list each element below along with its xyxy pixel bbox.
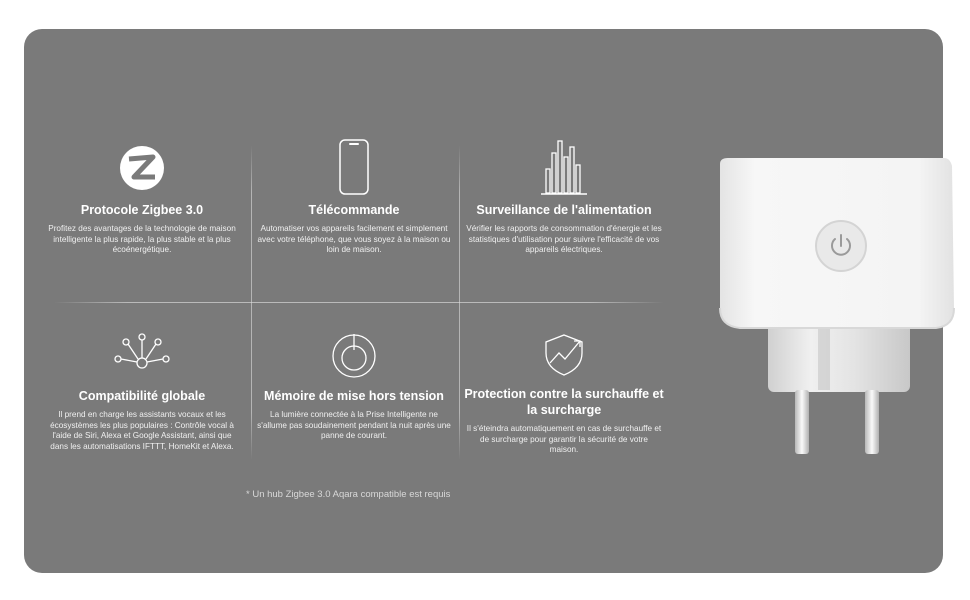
- bar-chart-icon: [540, 139, 588, 195]
- feature-overload-protection: [462, 333, 666, 456]
- feature-title: Protocole Zigbee 3.0: [80, 203, 204, 217]
- feature-power-memory: [252, 332, 456, 442]
- power-memory-icon: [330, 332, 378, 380]
- feature-power-monitoring: [462, 139, 666, 256]
- feature-title: Compatibilité globale: [78, 389, 206, 403]
- feature-title: Télécommande: [308, 203, 400, 217]
- feature-description: La lumière connectée à la Prise Intelligente ne s'allume pas soudainement pendant la nuit après une panne de courant.: [257, 410, 451, 441]
- horizontal-divider: [54, 302, 664, 303]
- feature-title: Protection contre la surchauffe et la surcharge: [464, 387, 664, 417]
- feature-description: Il s'éteindra automatiquement en cas de surchauffe et de surcharge pour garantir la sécurité de votre maison.: [466, 424, 662, 455]
- feature-description: Automatiser vos appareils facilement et simplement avec votre téléphone, que vous soyez à la maison ou loin de maison.: [257, 224, 451, 255]
- feature-description: Vérifier les rapports de consommation d'énergie et les statistiques d'utilisation pour suivre l'efficacité de vos appareils électriques.: [466, 224, 662, 255]
- feature-zigbee: [40, 144, 244, 256]
- network-hub-icon: [110, 333, 174, 373]
- feature-description: Il prend en charge les assistants vocaux et les écosystèmes les plus populaires : Contrôle vocal à l'aide de Siri, Alexa et Google Assistant, ainsi que dans les automatisations IFTTT, HomeKit et Alexa.: [50, 410, 234, 451]
- feature-title: Surveillance de l'alimentation: [476, 203, 652, 217]
- feature-remote-control: [252, 139, 456, 256]
- smartphone-icon: [338, 139, 370, 195]
- footnote: * Un hub Zigbee 3.0 Aqara compatible est requis: [246, 489, 451, 500]
- feature-compatibility: [40, 333, 244, 452]
- vertical-divider-2: [459, 145, 460, 460]
- shield-icon: [540, 333, 588, 377]
- smart-plug-image: [700, 158, 970, 468]
- feature-title: Mémoire de mise hors tension: [264, 389, 444, 403]
- zigbee-icon: [118, 144, 166, 192]
- feature-description: Profitez des avantages de la technologie de maison intelligente la plus rapide, la plus stable et la plus écoénergétique.: [48, 224, 236, 255]
